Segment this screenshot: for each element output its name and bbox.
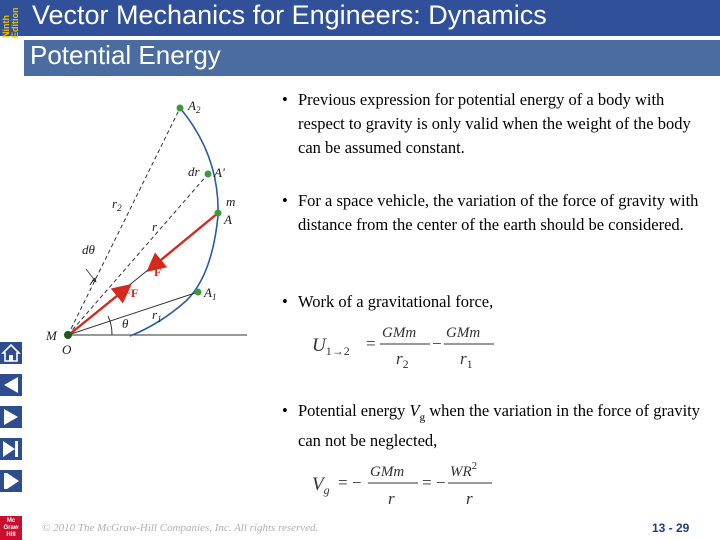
bullet-text: Work of a gravitational force, (298, 292, 494, 311)
page-number: 13 - 29 (652, 521, 690, 535)
bullet-text: For a space vehicle, the variation of the force of gravity with distance from the center of the earth should be considered. (298, 191, 699, 234)
bullet-dot: • (282, 292, 288, 311)
first-slide-button[interactable] (0, 374, 22, 396)
label-m: m (226, 194, 236, 209)
point-a2 (177, 105, 184, 112)
work-equation (308, 318, 508, 374)
bullet-4 (282, 399, 712, 453)
edition-label (2, 8, 20, 39)
bullet-dot: • (282, 401, 288, 420)
home-icon (0, 342, 22, 364)
theta-arc (108, 316, 112, 335)
eq-equals: = (366, 334, 376, 353)
bullet-text: Previous expression for potential energy of a body with respect to gravity is only valid when the weight of the body can be assumed constant. (298, 90, 691, 157)
bullet-dot: • (282, 191, 288, 210)
potential-equation (308, 452, 508, 510)
bullet-2 (282, 189, 712, 237)
label-dtheta: dθ (82, 242, 95, 257)
trajectory-curve (130, 108, 218, 336)
label-a: A (224, 212, 232, 227)
label-neg-f: −F (124, 286, 139, 300)
last-slide-button[interactable] (0, 438, 22, 460)
label-theta: θ (122, 316, 129, 331)
home-button[interactable] (0, 342, 22, 364)
book-title: Vector Mechanics for Engineers: Dynamics (32, 0, 547, 30)
eq-equals: = − (422, 473, 446, 492)
label-r2: $r_2$ (112, 196, 122, 213)
eq-denominator: r (388, 489, 395, 508)
eq-equals: = − (338, 473, 362, 492)
label-a1: $A_1$ (204, 285, 217, 302)
bullet-text: Potential energy $V_g$ when the variation in the force of gravity can not be neglected, (298, 401, 701, 451)
force-f-arrow (150, 213, 218, 269)
next-slide-button[interactable] (0, 406, 22, 428)
force-neg-f-arrow (70, 287, 128, 334)
label-a-prime: A' (214, 165, 225, 180)
publisher-logo-line: Mc (6, 518, 16, 524)
label-r1: $r_1$ (152, 307, 162, 324)
bullet-dot: • (282, 90, 288, 109)
eq-lhs: $V_g$ (312, 474, 330, 497)
publisher-logo-line: Hill (6, 532, 16, 538)
eq-numerator: GMm (370, 464, 405, 480)
edition-line-2: Edition (10, 7, 20, 38)
eq-numerator: $WR^2$ (450, 460, 478, 480)
eq-lhs: $U_{1\to 2}$ (312, 335, 350, 358)
eq-denominator: $r_2$ (396, 349, 409, 371)
exit-icon (0, 470, 22, 492)
label-dr: dr (188, 164, 200, 179)
publisher-logo (0, 516, 22, 540)
eq-denominator: r (466, 489, 473, 508)
nav-strip (0, 40, 22, 540)
skip-end-icon (0, 438, 22, 460)
dtheta-pointer (86, 269, 96, 282)
point-a (215, 210, 222, 217)
point-m (64, 331, 72, 339)
slide-title: Potential Energy (30, 40, 221, 70)
orbit-diagram (40, 86, 255, 361)
eq-numerator: GMm (382, 325, 417, 341)
eq-numerator: GMm (446, 325, 481, 341)
label-m-big: M (46, 328, 57, 343)
label-o: O (62, 342, 72, 357)
label-f: F (154, 265, 162, 279)
label-a2: $A_2$ (188, 98, 201, 115)
bullet-3 (282, 290, 712, 314)
play-icon (0, 406, 22, 428)
exit-button[interactable] (0, 470, 22, 492)
eq-denominator: $r_1$ (460, 349, 473, 371)
radius-r2-line (68, 108, 180, 335)
label-r: r (152, 219, 158, 234)
copyright-notice: © 2010 The McGraw-Hill Companies, Inc. All rights reserved. (42, 522, 319, 534)
eq-minus: − (432, 334, 442, 353)
publisher-logo-line: Graw (3, 525, 19, 531)
point-a1 (195, 289, 202, 296)
bullet-1 (282, 88, 712, 160)
point-a-prime (205, 171, 212, 178)
rewind-icon (0, 374, 22, 396)
edition-line-1: Ninth (1, 15, 11, 38)
